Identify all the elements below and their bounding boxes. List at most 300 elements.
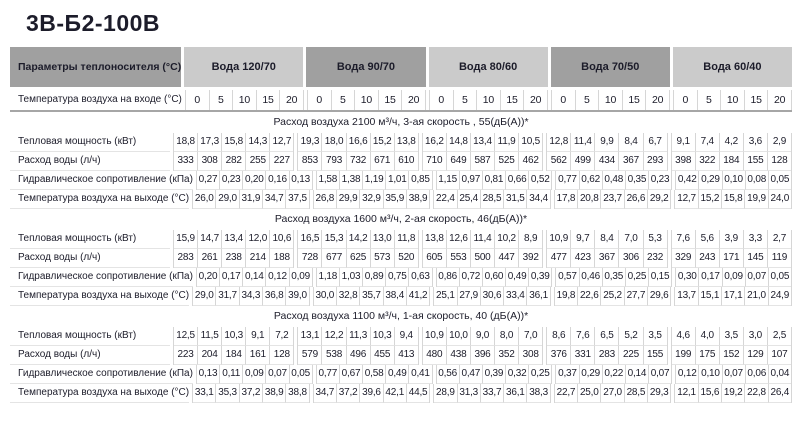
table-cell: 35,3 (215, 384, 238, 403)
data-group (554, 384, 672, 403)
table-cell: 0,49 (385, 365, 408, 384)
row-label: Тепловая мощность (кВт) (10, 327, 170, 346)
section-title: Расход воздуха 2100 м³/ч, 3-ая скорость , 55(дБ(А))* (273, 116, 529, 129)
data-groups (173, 249, 792, 268)
table-cell: 0,17 (698, 268, 721, 287)
table-cell: 12,2 (321, 327, 345, 346)
table-cell: 710 (423, 152, 446, 171)
table-cell: 0,67 (339, 365, 362, 384)
data-group (671, 230, 792, 249)
table-cell: 4,0 (695, 327, 719, 346)
page-title: 3В-Б2-100В (26, 10, 161, 36)
temp-groups (185, 90, 792, 110)
table-cell: 29,0 (215, 190, 238, 209)
table-cell: 9,4 (394, 327, 418, 346)
table-cell: 25,2 (600, 287, 623, 306)
table-cell: 36,1 (526, 287, 549, 306)
data-group (173, 133, 294, 152)
table-cell: 396 (470, 346, 494, 365)
data-group (671, 152, 792, 171)
table-cell: 13,1 (298, 327, 321, 346)
data-group (671, 249, 792, 268)
temp-cell: 20 (767, 90, 791, 110)
table-cell: 8,4 (618, 133, 642, 152)
table-cell: 0,23 (648, 171, 671, 190)
table-cell: 0,14 (242, 268, 265, 287)
data-group (422, 230, 543, 249)
table-cell: 0,04 (768, 365, 791, 384)
table-cell: 30,6 (480, 287, 503, 306)
table-cell: 0,86 (437, 268, 459, 287)
temp-cell: 20 (401, 90, 425, 110)
table-cell: 11,4 (570, 133, 594, 152)
table-cell: 0,22 (602, 365, 625, 384)
spec-table (10, 47, 792, 403)
table-cell: 0,06 (745, 365, 768, 384)
table-cell: 8,9 (518, 230, 542, 249)
table-cell: 34,7 (314, 384, 336, 403)
table-cell: 1,58 (317, 171, 339, 190)
table-cell: 499 (570, 152, 594, 171)
table-row (10, 133, 792, 152)
table-cell: 29,6 (647, 287, 670, 306)
table-cell: 0,07 (265, 365, 288, 384)
table-cell: 34,7 (262, 190, 285, 209)
table-cell: 10,0 (446, 327, 470, 346)
table-cell: 28,5 (624, 384, 647, 403)
temp-cell: 0 (316, 93, 323, 106)
data-groups (173, 230, 792, 249)
temp-cell: 20 (523, 90, 547, 110)
data-group (433, 287, 551, 306)
table-row (10, 287, 792, 306)
table-cell: 36,8 (262, 287, 285, 306)
table-cell: 27,0 (600, 384, 623, 403)
table-cell: 10,9 (423, 327, 446, 346)
table-cell: 0,07 (648, 365, 671, 384)
group-header: Вода 60/40 (673, 47, 792, 87)
table-cell: 728 (298, 249, 321, 268)
table-cell: 0,25 (625, 268, 648, 287)
group-header: Вода 80/60 (429, 47, 548, 87)
data-group (196, 171, 313, 190)
table-cell: 26,0 (193, 190, 215, 209)
table-cell: 538 (321, 346, 345, 365)
table-cell: 19,3 (298, 133, 321, 152)
table-cell: 283 (594, 346, 618, 365)
table-cell: 0,14 (625, 365, 648, 384)
table-cell: 0,09 (722, 268, 745, 287)
table-cell: 39,0 (285, 287, 308, 306)
table-cell: 152 (719, 346, 743, 365)
table-cell: 434 (594, 152, 618, 171)
table-cell: 610 (394, 152, 418, 171)
table-cell: 161 (245, 346, 269, 365)
table-cell: 34,4 (526, 190, 549, 209)
table-cell: 17,3 (197, 133, 221, 152)
table-cell: 605 (423, 249, 446, 268)
table-cell: 0,48 (602, 171, 625, 190)
data-groups (173, 327, 792, 346)
table-cell: 5,3 (643, 230, 667, 249)
table-cell: 19,8 (555, 287, 577, 306)
temp-cell: 5 (453, 90, 477, 110)
table-cell: 26,8 (314, 190, 336, 209)
table-cell: 13,4 (221, 230, 245, 249)
temp-cell: 0 (682, 93, 689, 106)
table-cell: 3,3 (743, 230, 767, 249)
table-cell: 7,4 (695, 133, 719, 152)
table-cell: 0,05 (289, 365, 312, 384)
table-cell: 22,6 (577, 287, 600, 306)
table-cell: 29,3 (647, 384, 670, 403)
temp-cell: 15 (500, 90, 524, 110)
table-cell: 447 (494, 249, 518, 268)
table-cell: 42,1 (383, 384, 406, 403)
table-cell: 3,9 (719, 230, 743, 249)
table-cell: 0,52 (528, 171, 551, 190)
table-cell: 38,4 (383, 287, 406, 306)
data-group (671, 133, 792, 152)
table-cell: 3,5 (719, 327, 743, 346)
table-cell: 10,6 (269, 230, 293, 249)
table-cell: 0,17 (219, 268, 242, 287)
table-row (10, 268, 792, 287)
table-cell: 25,4 (457, 190, 480, 209)
table-cell: 1,38 (339, 171, 362, 190)
table-cell: 129 (743, 346, 767, 365)
data-group (555, 171, 672, 190)
table-cell: 0,41 (408, 365, 431, 384)
data-group (313, 384, 431, 403)
table-cell: 0,12 (265, 268, 288, 287)
temp-group (185, 90, 304, 110)
table-cell: 31,3 (457, 384, 480, 403)
table-cell: 0,72 (459, 268, 482, 287)
table-row (10, 152, 792, 171)
table-cell: 17,8 (555, 190, 577, 209)
table-cell: 6,5 (594, 327, 618, 346)
table-row (10, 384, 792, 403)
table-cell: 0,37 (556, 365, 578, 384)
temp-cell: 15 (256, 90, 280, 110)
table-row (10, 230, 792, 249)
table-cell: 204 (197, 346, 221, 365)
table-cell: 15,9 (174, 230, 197, 249)
table-cell: 14,7 (197, 230, 221, 249)
data-group (316, 268, 433, 287)
table-cell: 31,9 (239, 190, 262, 209)
table-cell: 0,07 (745, 268, 768, 287)
table-cell: 38,3 (526, 384, 549, 403)
temp-cell: 10 (232, 90, 256, 110)
table-cell: 677 (321, 249, 345, 268)
table-cell: 255 (245, 152, 269, 171)
table-cell: 0,15 (648, 268, 671, 287)
table-cell: 480 (423, 346, 446, 365)
table-cell: 8,6 (547, 327, 570, 346)
table-cell: 37,2 (239, 384, 262, 403)
data-group (433, 190, 551, 209)
table-cell: 671 (370, 152, 394, 171)
temp-cell: 5 (209, 90, 233, 110)
table-cell: 13,0 (370, 230, 394, 249)
temp-cell: 10 (476, 90, 500, 110)
group-header: Вода 90/70 (306, 47, 425, 87)
row-label: Гидравлическое сопротивление (кПа) (10, 365, 193, 384)
table-cell: 3,0 (743, 327, 767, 346)
table-cell: 38,9 (262, 384, 285, 403)
table-cell: 9,1 (245, 327, 269, 346)
table-cell: 0,77 (317, 365, 339, 384)
data-group (671, 346, 792, 365)
table-cell: 29,2 (647, 190, 670, 209)
table-cell: 119 (767, 249, 791, 268)
table-cell: 7,6 (672, 230, 695, 249)
table-cell: 0,09 (242, 365, 265, 384)
table-cell: 0,56 (437, 365, 459, 384)
data-group (297, 133, 418, 152)
table-cell: 331 (570, 346, 594, 365)
table-cell: 13,8 (423, 230, 446, 249)
temp-cell: 20 (645, 90, 669, 110)
table-cell: 392 (518, 249, 542, 268)
table-cell: 0,10 (722, 171, 745, 190)
table-cell: 0,10 (698, 365, 721, 384)
table-cell: 625 (346, 249, 370, 268)
table-cell: 2,7 (767, 230, 791, 249)
table-cell: 8,4 (594, 230, 618, 249)
table-cell: 0,20 (197, 268, 219, 287)
table-cell: 38,8 (285, 384, 308, 403)
table-cell: 423 (570, 249, 594, 268)
table-cell: 283 (174, 249, 197, 268)
table-cell: 367 (618, 152, 642, 171)
table-cell: 15,3 (321, 230, 345, 249)
table-cell: 17,1 (721, 287, 744, 306)
table-cell: 0,30 (676, 268, 698, 287)
table-row (10, 190, 792, 209)
data-group (173, 152, 294, 171)
row-label: Расход воды (л/ч) (10, 346, 170, 365)
table-row (10, 327, 792, 346)
table-cell: 0,75 (385, 268, 408, 287)
table-cell: 9,1 (672, 133, 695, 152)
temp-cell: 15 (744, 90, 768, 110)
table-cell: 26,4 (768, 384, 791, 403)
table-cell: 3,5 (643, 327, 667, 346)
table-cell: 26,6 (624, 190, 647, 209)
data-groups (192, 190, 792, 209)
table-cell: 171 (719, 249, 743, 268)
table-cell: 0,77 (556, 171, 578, 190)
table-cell: 0,09 (289, 268, 312, 287)
table-cell: 0,11 (219, 365, 242, 384)
table-cell: 21,0 (744, 287, 767, 306)
table-row (10, 346, 792, 365)
table-cell: 520 (394, 249, 418, 268)
table-cell: 128 (767, 152, 791, 171)
table-cell: 18,0 (321, 133, 345, 152)
table-cell: 0,20 (242, 171, 265, 190)
table-cell: 6,7 (643, 133, 667, 152)
table-cell: 0,35 (602, 268, 625, 287)
table-cell: 12,8 (547, 133, 570, 152)
table-cell: 649 (446, 152, 470, 171)
data-group (313, 287, 431, 306)
data-group (546, 230, 667, 249)
table-cell: 793 (321, 152, 345, 171)
temp-cell: 0 (438, 93, 445, 106)
table-cell: 33,4 (503, 287, 526, 306)
table-cell: 367 (594, 249, 618, 268)
table-cell: 7,2 (269, 327, 293, 346)
table-cell: 333 (174, 152, 197, 171)
table-cell: 496 (346, 346, 370, 365)
table-cell: 27,9 (457, 287, 480, 306)
data-group (433, 384, 551, 403)
table-cell: 0,42 (676, 171, 698, 190)
header-groups (184, 47, 792, 87)
data-group (173, 249, 294, 268)
data-group (422, 249, 543, 268)
data-group (675, 268, 792, 287)
temp-group (673, 90, 792, 110)
table-cell: 5,6 (695, 230, 719, 249)
table-cell: 13,4 (470, 133, 494, 152)
group-header: Вода 70/50 (551, 47, 670, 87)
table-row (10, 249, 792, 268)
row-label: Гидравлическое сопротивление (кПа) (10, 268, 193, 287)
table-cell: 0,13 (289, 171, 312, 190)
data-groups (196, 171, 792, 190)
data-group (196, 365, 313, 384)
data-groups (192, 287, 792, 306)
data-group (674, 384, 792, 403)
input-temp-label: Температура воздуха на входе (°С) (18, 94, 182, 106)
data-group (297, 152, 418, 171)
data-group (313, 190, 431, 209)
row-label: Температура воздуха на выходе (°С) (10, 287, 189, 306)
temp-cell: 10 (720, 90, 744, 110)
table-cell: 0,29 (698, 171, 721, 190)
table-cell: 4,6 (672, 327, 695, 346)
table-cell: 39,6 (359, 384, 382, 403)
data-group (546, 152, 667, 171)
table-cell: 0,32 (505, 365, 528, 384)
data-group (192, 384, 310, 403)
table-cell: 0,05 (768, 171, 791, 190)
table-cell: 462 (518, 152, 542, 171)
table-cell: 1,18 (317, 268, 339, 287)
table-cell: 243 (695, 249, 719, 268)
table-cell: 15,6 (698, 384, 721, 403)
table-cell: 553 (446, 249, 470, 268)
table-cell: 13,8 (394, 133, 418, 152)
table-cell: 261 (197, 249, 221, 268)
table-header-row (10, 47, 792, 87)
table-cell: 128 (269, 346, 293, 365)
temp-cell: 10 (598, 90, 622, 110)
table-cell: 1,01 (385, 171, 408, 190)
data-group (546, 133, 667, 152)
table-cell: 22,7 (555, 384, 577, 403)
table-cell: 0,39 (482, 365, 505, 384)
table-cell: 25,1 (434, 287, 456, 306)
table-cell: 376 (547, 346, 570, 365)
data-group (546, 327, 667, 346)
data-group (297, 230, 418, 249)
table-cell: 11,9 (494, 133, 518, 152)
table-cell: 352 (494, 346, 518, 365)
temp-cell: 10 (354, 90, 378, 110)
table-cell: 3,6 (743, 133, 767, 152)
table-cell: 31,7 (215, 287, 238, 306)
table-cell: 107 (767, 346, 791, 365)
table-cell: 34,3 (239, 287, 262, 306)
table-cell: 4,2 (719, 133, 743, 152)
table-cell: 227 (269, 152, 293, 171)
table-cell: 22,8 (744, 384, 767, 403)
data-groups (196, 365, 792, 384)
data-group (555, 268, 672, 287)
table-cell: 9,0 (470, 327, 494, 346)
table-cell: 31,5 (503, 190, 526, 209)
table-cell: 223 (174, 346, 197, 365)
table-cell: 19,9 (744, 190, 767, 209)
table-cell: 32,8 (336, 287, 359, 306)
data-groups (173, 133, 792, 152)
table-cell: 308 (518, 346, 542, 365)
data-group (675, 171, 792, 190)
temp-group (307, 90, 426, 110)
row-label: Температура воздуха на выходе (°С) (10, 384, 189, 403)
table-cell: 32,9 (359, 190, 382, 209)
data-group (546, 249, 667, 268)
table-cell: 853 (298, 152, 321, 171)
table-cell: 587 (470, 152, 494, 171)
table-cell: 16,2 (423, 133, 446, 152)
table-cell: 23,7 (600, 190, 623, 209)
table-cell: 500 (470, 249, 494, 268)
temp-group (551, 90, 670, 110)
table-cell: 1,03 (339, 268, 362, 287)
table-cell: 455 (370, 346, 394, 365)
table-cell: 0,62 (579, 171, 602, 190)
table-cell: 0,27 (197, 171, 219, 190)
table-cell: 12,1 (675, 384, 697, 403)
table-cell: 0,89 (362, 268, 385, 287)
data-group (192, 190, 310, 209)
data-group (675, 365, 792, 384)
table-cell: 29,0 (193, 287, 215, 306)
table-cell: 22,4 (434, 190, 456, 209)
table-cell: 1,15 (437, 171, 459, 190)
table-cell: 413 (394, 346, 418, 365)
table-cell: 27,7 (624, 287, 647, 306)
temp-group (429, 90, 548, 110)
data-group (297, 327, 418, 346)
data-group (173, 230, 294, 249)
table-cell: 9,9 (594, 133, 618, 152)
table-cell: 0,29 (579, 365, 602, 384)
data-group (555, 365, 672, 384)
table-cell: 0,85 (408, 171, 431, 190)
table-cell: 14,3 (245, 133, 269, 152)
table-cell: 13,7 (675, 287, 697, 306)
table-cell: 15,2 (370, 133, 394, 152)
data-group (554, 190, 672, 209)
